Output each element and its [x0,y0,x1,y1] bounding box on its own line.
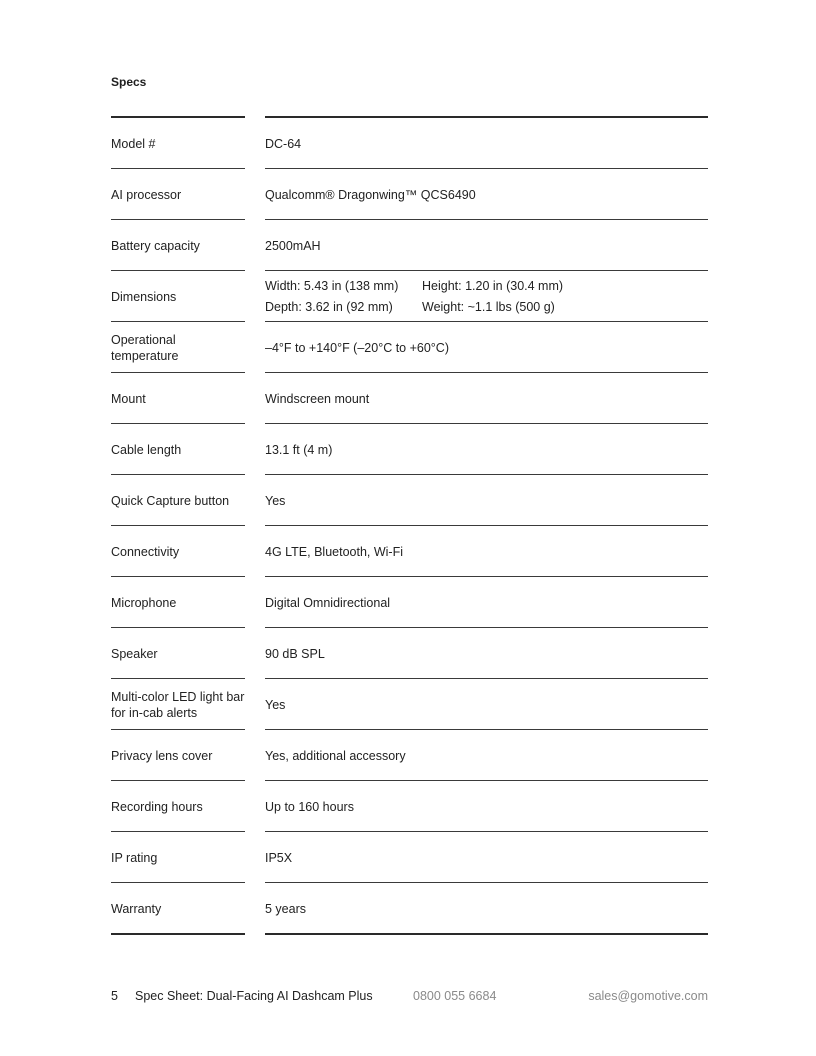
section-heading: Specs [111,75,147,89]
spec-value: Windscreen mount [265,374,708,424]
spec-label: Operational temperature [111,323,245,373]
spec-label: Warranty [111,884,245,935]
spec-label: Mount [111,374,245,424]
spec-label: Privacy lens cover [111,731,245,781]
spec-row-led-light-bar [111,680,708,731]
spec-value: Yes [265,476,708,526]
spec-label: Quick Capture button [111,476,245,526]
spec-row-temperature [111,323,708,374]
spec-label: Cable length [111,425,245,475]
spec-value: 13.1 ft (4 m) [265,425,708,475]
spec-row-ip-rating [111,833,708,884]
spec-label: Dimensions [111,272,245,322]
dimension-depth: Depth: 3.62 in (92 mm) [265,300,393,314]
spec-row-connectivity [111,527,708,578]
spec-label: Microphone [111,578,245,628]
specs-table [111,116,708,935]
contact-phone: 0800 055 6684 [413,989,497,1003]
spec-value: 2500mAH [265,221,708,271]
spec-row-warranty [111,884,708,935]
spec-row-speaker [111,629,708,680]
spec-row-quick-capture [111,476,708,527]
spec-row-ai-processor [111,170,708,221]
spec-row-mount [111,374,708,425]
page-number: 5 [111,989,118,1003]
spec-label: IP rating [111,833,245,883]
dimension-height: Height: 1.20 in (30.4 mm) [422,279,564,293]
spec-label: Connectivity [111,527,245,577]
spec-value: Digital Omnidirectional [265,578,708,628]
spec-value: Up to 160 hours [265,782,708,832]
spec-value: Yes, additional accessory [265,731,708,781]
dimension-weight: Weight: ~1.1 lbs (500 g) [422,300,555,314]
dimension-width: Width: 5.43 in (138 mm) [265,279,399,293]
spec-value: Yes [265,680,708,730]
spec-row-privacy-cover [111,731,708,782]
spec-row-cable-length [111,425,708,476]
page-footer [111,989,708,1005]
spec-value: IP5X [265,833,708,883]
spec-row-battery [111,221,708,272]
spec-value [265,272,708,322]
spec-value: –4°F to +140°F (–20°C to +60°C) [265,323,708,373]
spec-label: Model # [111,119,245,169]
contact-email: sales@gomotive.com [588,989,708,1003]
spec-row-recording-hours [111,782,708,833]
spec-row-dimensions [111,272,708,323]
spec-value: DC-64 [265,119,708,169]
spec-value: 90 dB SPL [265,629,708,679]
spec-row-model [111,119,708,170]
spec-label: Speaker [111,629,245,679]
spec-value: 5 years [265,884,708,935]
spec-label: AI processor [111,170,245,220]
spec-value: Qualcomm® Dragonwing™ QCS6490 [265,170,708,220]
document-title: Spec Sheet: Dual-Facing AI Dashcam Plus [135,989,373,1003]
spec-label: Recording hours [111,782,245,832]
spec-label: Battery capacity [111,221,245,271]
spec-value: 4G LTE, Bluetooth, Wi-Fi [265,527,708,577]
spec-row-microphone [111,578,708,629]
spec-label: Multi-color LED light bar for in-cab alerts [111,680,245,730]
